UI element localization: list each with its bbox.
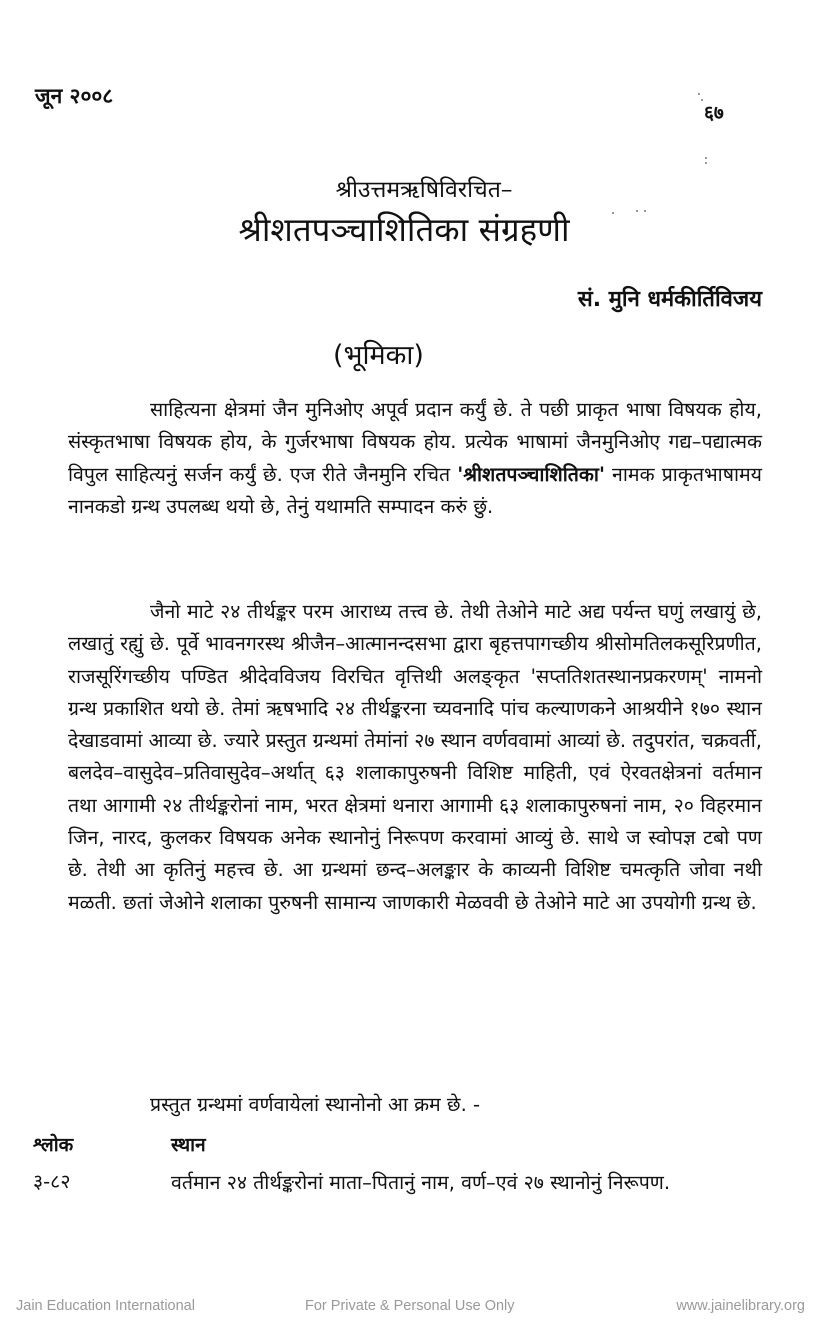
paragraph-text: नामक प्राकृतभाषामय नानकडो ग्रन्थ उपलब्ध थयो छे, तेनुं यथामति सम्पादन करुं छुं. bbox=[68, 462, 762, 518]
body-paragraph-2 bbox=[68, 596, 762, 919]
article-subtitle: श्रीउत्तमऋषिविरचित– bbox=[335, 177, 513, 203]
table-header-sthan: स्थान bbox=[171, 1134, 206, 1156]
footer-publisher: Jain Education International bbox=[16, 1298, 195, 1314]
page-number: ६७ bbox=[704, 102, 724, 124]
body-paragraph-3: प्रस्तुत ग्रन्थमां वर्णवायेलां स्थानोनो आ क्रम छे. - bbox=[150, 1093, 481, 1116]
scan-speck bbox=[701, 99, 703, 101]
section-heading: (भूमिका) bbox=[333, 340, 424, 371]
scan-speck bbox=[705, 162, 707, 164]
scan-speck bbox=[698, 93, 700, 95]
footer-usage-note: For Private & Personal Use Only bbox=[305, 1298, 515, 1314]
paragraph-text: साहित्यना क्षेत्रमां जैन मुनिओए अपूर्व प्रदान कर्युं छे. ते पछी प्राकृत भाषा विषयक होय, संस्कृतभाषा विषयक होय, के गुर्जरभाषा विषयक होय. प्रत्येक भाषामां जैनमुनिओए गद्य–पद्यात्मक विपुल साहित्यनुं सर्जन कर्युं छे. एज रीते जैनमुनि रचित bbox=[68, 398, 762, 486]
body-paragraph-1 bbox=[68, 394, 762, 523]
article-title: श्रीशतपञ्चाशितिका संग्रहणी bbox=[238, 210, 570, 249]
table-header-shloka: श्लोक bbox=[33, 1134, 74, 1156]
table-row-shloka: ३-८२ bbox=[33, 1170, 71, 1193]
editor-credit: सं. मुनि धर्मकीर्तिविजय bbox=[577, 287, 762, 312]
page-date: जून २००८ bbox=[35, 84, 114, 108]
paragraph-text: जैनो माटे २४ तीर्थङ्कर परम आराध्य तत्त्व छे. तेथी तेओने माटे अद्य पर्यन्त घणुं लखायुं छे, लखातुं रह्युं छे. पूर्वे भावनगरस्थ श्रीजैन–आत्मानन्दसभा द्वारा बृहत्तपागच्छीय श्रीसोमतिलकसूरिप्रणीत, राजसूरिंगच्छीय पण्डित श्रीदेवविजय विरचित वृत्तिथी अलङ्कृत 'सप्ततिशतस्थानप्रकरणम्' नामनो ग्रन्थ प्रकाशित थयो छे. तेमां ऋषभादि २४ तीर्थङ्करना च्यवनादि पांच कल्याणकने आश्रयीने १७० स्थान देखाडवामां आव्या छे. ज्यारे प्रस्तुत ग्रन्थमां तेमांनां २७ स्थान वर्णववामां आव्यां छे. तदुपरांत, चक्रवर्ती, बलदेव–वासुदेव–प्रतिवासुदेव–अर्थात् ६३ शलाकापुरुषनी विशिष्ट माहिती, एवं ऐरवतक्षेत्रनां वर्तमान तथा आगामी २४ तीर्थङ्करोनां नाम, भरत क्षेत्रमां थनारा आगामी ६३ शलाकापुरुषनां नाम, २० विहरमान जिन, नारद, कुलकर विषयक अनेक स्थानोनुं निरूपण करवामां आव्युं छे. साथे ज स्वोपज्ञ टबो पण छे. तेथी आ कृतिनुं महत्त्व छे. आ ग्रन्थमां छन्द–अलङ्कार के काव्यनी विशिष्ट चमत्कृति जोवा नथी मळती. छतां जेओने शलाका पुरुषनी सामान्य जाणकारी मेळववी छे तेओने माटे आ उपयोगी ग्रन्थ छे. bbox=[68, 600, 762, 914]
table-row-sthan: वर्तमान २४ तीर्थङ्करोनां माता–पितानुं नाम, वर्ण–एवं २७ स्थानोनुं निरूपण. bbox=[171, 1171, 671, 1194]
work-title-emphasis: 'श्रीशतपञ्चाशितिका' bbox=[457, 462, 605, 486]
footer-website-link[interactable]: www.jainelibrary.org bbox=[676, 1298, 805, 1314]
scan-speck bbox=[705, 157, 707, 159]
